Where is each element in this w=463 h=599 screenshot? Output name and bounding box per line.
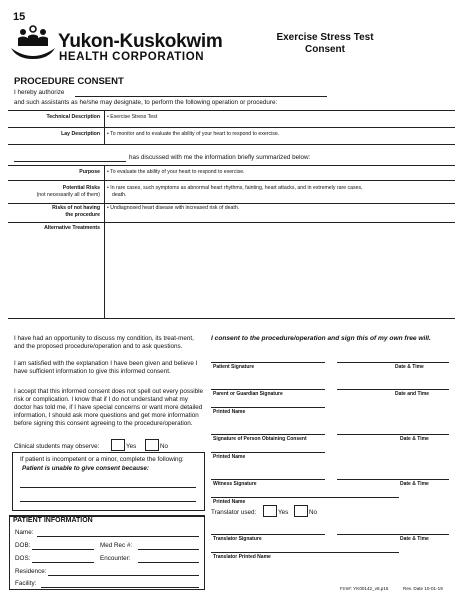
clinical-no-checkbox[interactable]	[145, 439, 159, 451]
clinical-students-label: Clinical students may observe:	[14, 443, 100, 450]
obtaining-signature-label: Signature of Person Obtaining Consent	[213, 436, 307, 442]
guardian-printed-name-field[interactable]	[211, 407, 325, 408]
translator-no-checkbox[interactable]	[294, 505, 308, 517]
witness-signature-label: Witness Signature	[213, 481, 257, 487]
authorize-prefix: I hereby authorize	[14, 89, 65, 96]
incompetent-box	[12, 452, 205, 511]
dos-label: DOS:	[15, 555, 31, 562]
translator-date-label: Date & Time	[400, 536, 429, 542]
discussed-text: has discussed with me the information briefly summarized below:	[129, 154, 311, 161]
form-title-line2: Consent	[305, 44, 345, 55]
patient-info-box	[9, 515, 205, 590]
purpose-value: • To evaluate the ability of your heart to respond to exercise.	[107, 169, 245, 175]
translator-yes-label: Yes	[278, 509, 289, 516]
incompetent-reason-line1[interactable]	[20, 487, 196, 488]
residence-label: Residence:	[15, 568, 47, 575]
revision-date: Rev. Date 10-01-19	[403, 586, 443, 591]
obtaining-printed-name-field[interactable]	[211, 452, 325, 453]
translator-signature-label: Translator Signature	[213, 536, 262, 542]
incompetent-reason-line2[interactable]	[20, 501, 196, 502]
med-rec-field[interactable]	[138, 549, 199, 550]
org-subtitle: HEALTH CORPORATION	[59, 51, 205, 63]
encounter-field[interactable]	[138, 562, 199, 563]
incompetent-line1: If patient is incompetent or a minor, complete the following:	[20, 456, 184, 463]
risks-value	[107, 185, 363, 199]
encounter-label: Encounter:	[100, 555, 131, 562]
translator-printed-name-label: Translator Printed Name	[213, 554, 271, 560]
consent-statement: I consent to the procedure/operation and sign this of my own free will.	[211, 335, 431, 342]
witness-date-field[interactable]	[337, 479, 449, 480]
procedure-table	[8, 110, 455, 145]
med-rec-label: Med Rec #:	[100, 542, 133, 549]
obtaining-date-field[interactable]	[337, 434, 449, 435]
lay-description-value: • To monitor and to evaluate the ability of your heart to respond to exercise.	[107, 131, 280, 137]
witness-signature-field[interactable]	[211, 479, 325, 480]
dos-field[interactable]	[32, 562, 94, 563]
risks-not-value: • Undiagnosed heart disease with increased risk of death.	[107, 205, 240, 211]
name-field[interactable]	[37, 536, 199, 537]
purpose-label: Purpose	[79, 169, 100, 175]
authorize-field[interactable]	[75, 96, 327, 97]
form-title-line1: Exercise Stress Test	[276, 32, 374, 43]
translator-signature-field[interactable]	[211, 534, 325, 535]
para-discuss: I have had an opportunity to discuss my condition, its treat-ment, and the proposed procedure/operation and to ask questions.	[14, 335, 194, 350]
obtaining-signature-field[interactable]	[211, 434, 325, 435]
incompetent-line2: Patient is unable to give consent because:	[22, 465, 150, 472]
form-title	[260, 32, 390, 56]
authorize-suffix: and such assistants as he/she may designate, to perform the following operation or procedure:	[14, 99, 278, 106]
patient-date-field[interactable]	[337, 362, 449, 363]
lay-description-label: Lay Description	[61, 131, 100, 137]
risks-not-label-line2: the procedure	[65, 212, 100, 218]
facility-label: Facility:	[15, 580, 37, 587]
guardian-date-label: Date and Time	[395, 391, 430, 397]
risks-label-line1: Potential Risks	[62, 185, 100, 191]
org-logo-icon	[9, 24, 57, 64]
witness-printed-name-label: Printed Name	[213, 499, 246, 505]
translator-yes-checkbox[interactable]	[263, 505, 277, 517]
risks-not-label-line1: Risks of not having	[52, 205, 100, 211]
para-satisfied: I am satisfied with the explanation I have been given and believe I have sufficient information to give this informed consent.	[14, 360, 198, 375]
clinical-yes-label: Yes	[126, 443, 137, 450]
obtaining-date-label: Date & Time	[400, 436, 429, 442]
clinical-no-label: No	[160, 443, 169, 450]
facility-field[interactable]	[41, 587, 199, 588]
guardian-signature-label: Parent or Guardian Signature	[213, 391, 283, 397]
risks-label	[8, 185, 100, 199]
org-name: Yukon-Kuskokwim	[58, 31, 223, 52]
guardian-printed-name-label: Printed Name	[213, 409, 246, 415]
page-number: 15	[13, 11, 26, 23]
risks-label-line2: (not necessarily all of them)	[36, 192, 100, 198]
name-label: Name:	[15, 529, 34, 536]
obtaining-printed-name-label: Printed Name	[213, 454, 246, 460]
risks-value-line1: • In rare cases, such symptoms as abnormal heart rhythms, fainting, heart attacks, and in extremely rare cases,	[107, 185, 363, 191]
clinical-yes-checkbox[interactable]	[111, 439, 125, 451]
risks-not-label	[8, 205, 100, 219]
guardian-date-field[interactable]	[337, 389, 449, 390]
form-number: Frm#: YK00142_v8.p15	[340, 586, 389, 591]
alternative-treatments-label: Alternative Treatments	[44, 225, 100, 231]
risks-value-line2: death.	[112, 192, 127, 198]
patient-date-label: Date & Time	[395, 364, 424, 370]
technical-description-value: • Exercise Stress Test	[107, 114, 158, 120]
dob-label: DOB:	[15, 542, 31, 549]
patient-info-title: PATIENT INFORMATION	[13, 517, 93, 524]
dob-field[interactable]	[32, 549, 94, 550]
guardian-signature-field[interactable]	[211, 389, 325, 390]
translator-no-label: No	[309, 509, 318, 516]
risks-table	[8, 165, 455, 319]
residence-field[interactable]	[48, 575, 199, 576]
alternative-treatments-field[interactable]	[106, 224, 453, 316]
section-heading: PROCEDURE CONSENT	[14, 76, 124, 87]
translator-printed-name-field[interactable]	[211, 552, 399, 553]
para-accept: I accept that this informed consent does not spell out every possible risk or complication. I know that if I do not understand what my doctor has told me, if I have special concerns or want more detailed information, I should ask more questions and get more information before signing this consent agreeing to the procedure/operation.	[14, 388, 204, 427]
discussed-by-field[interactable]	[14, 161, 126, 162]
translator-used-label: Translator used:	[211, 509, 257, 516]
witness-date-label: Date & Time	[400, 481, 429, 487]
witness-printed-name-field[interactable]	[211, 497, 399, 498]
patient-signature-field[interactable]	[211, 362, 325, 363]
technical-description-label: Technical Description	[46, 114, 100, 120]
patient-signature-label: Patient Signature	[213, 364, 255, 370]
translator-date-field[interactable]	[337, 534, 449, 535]
